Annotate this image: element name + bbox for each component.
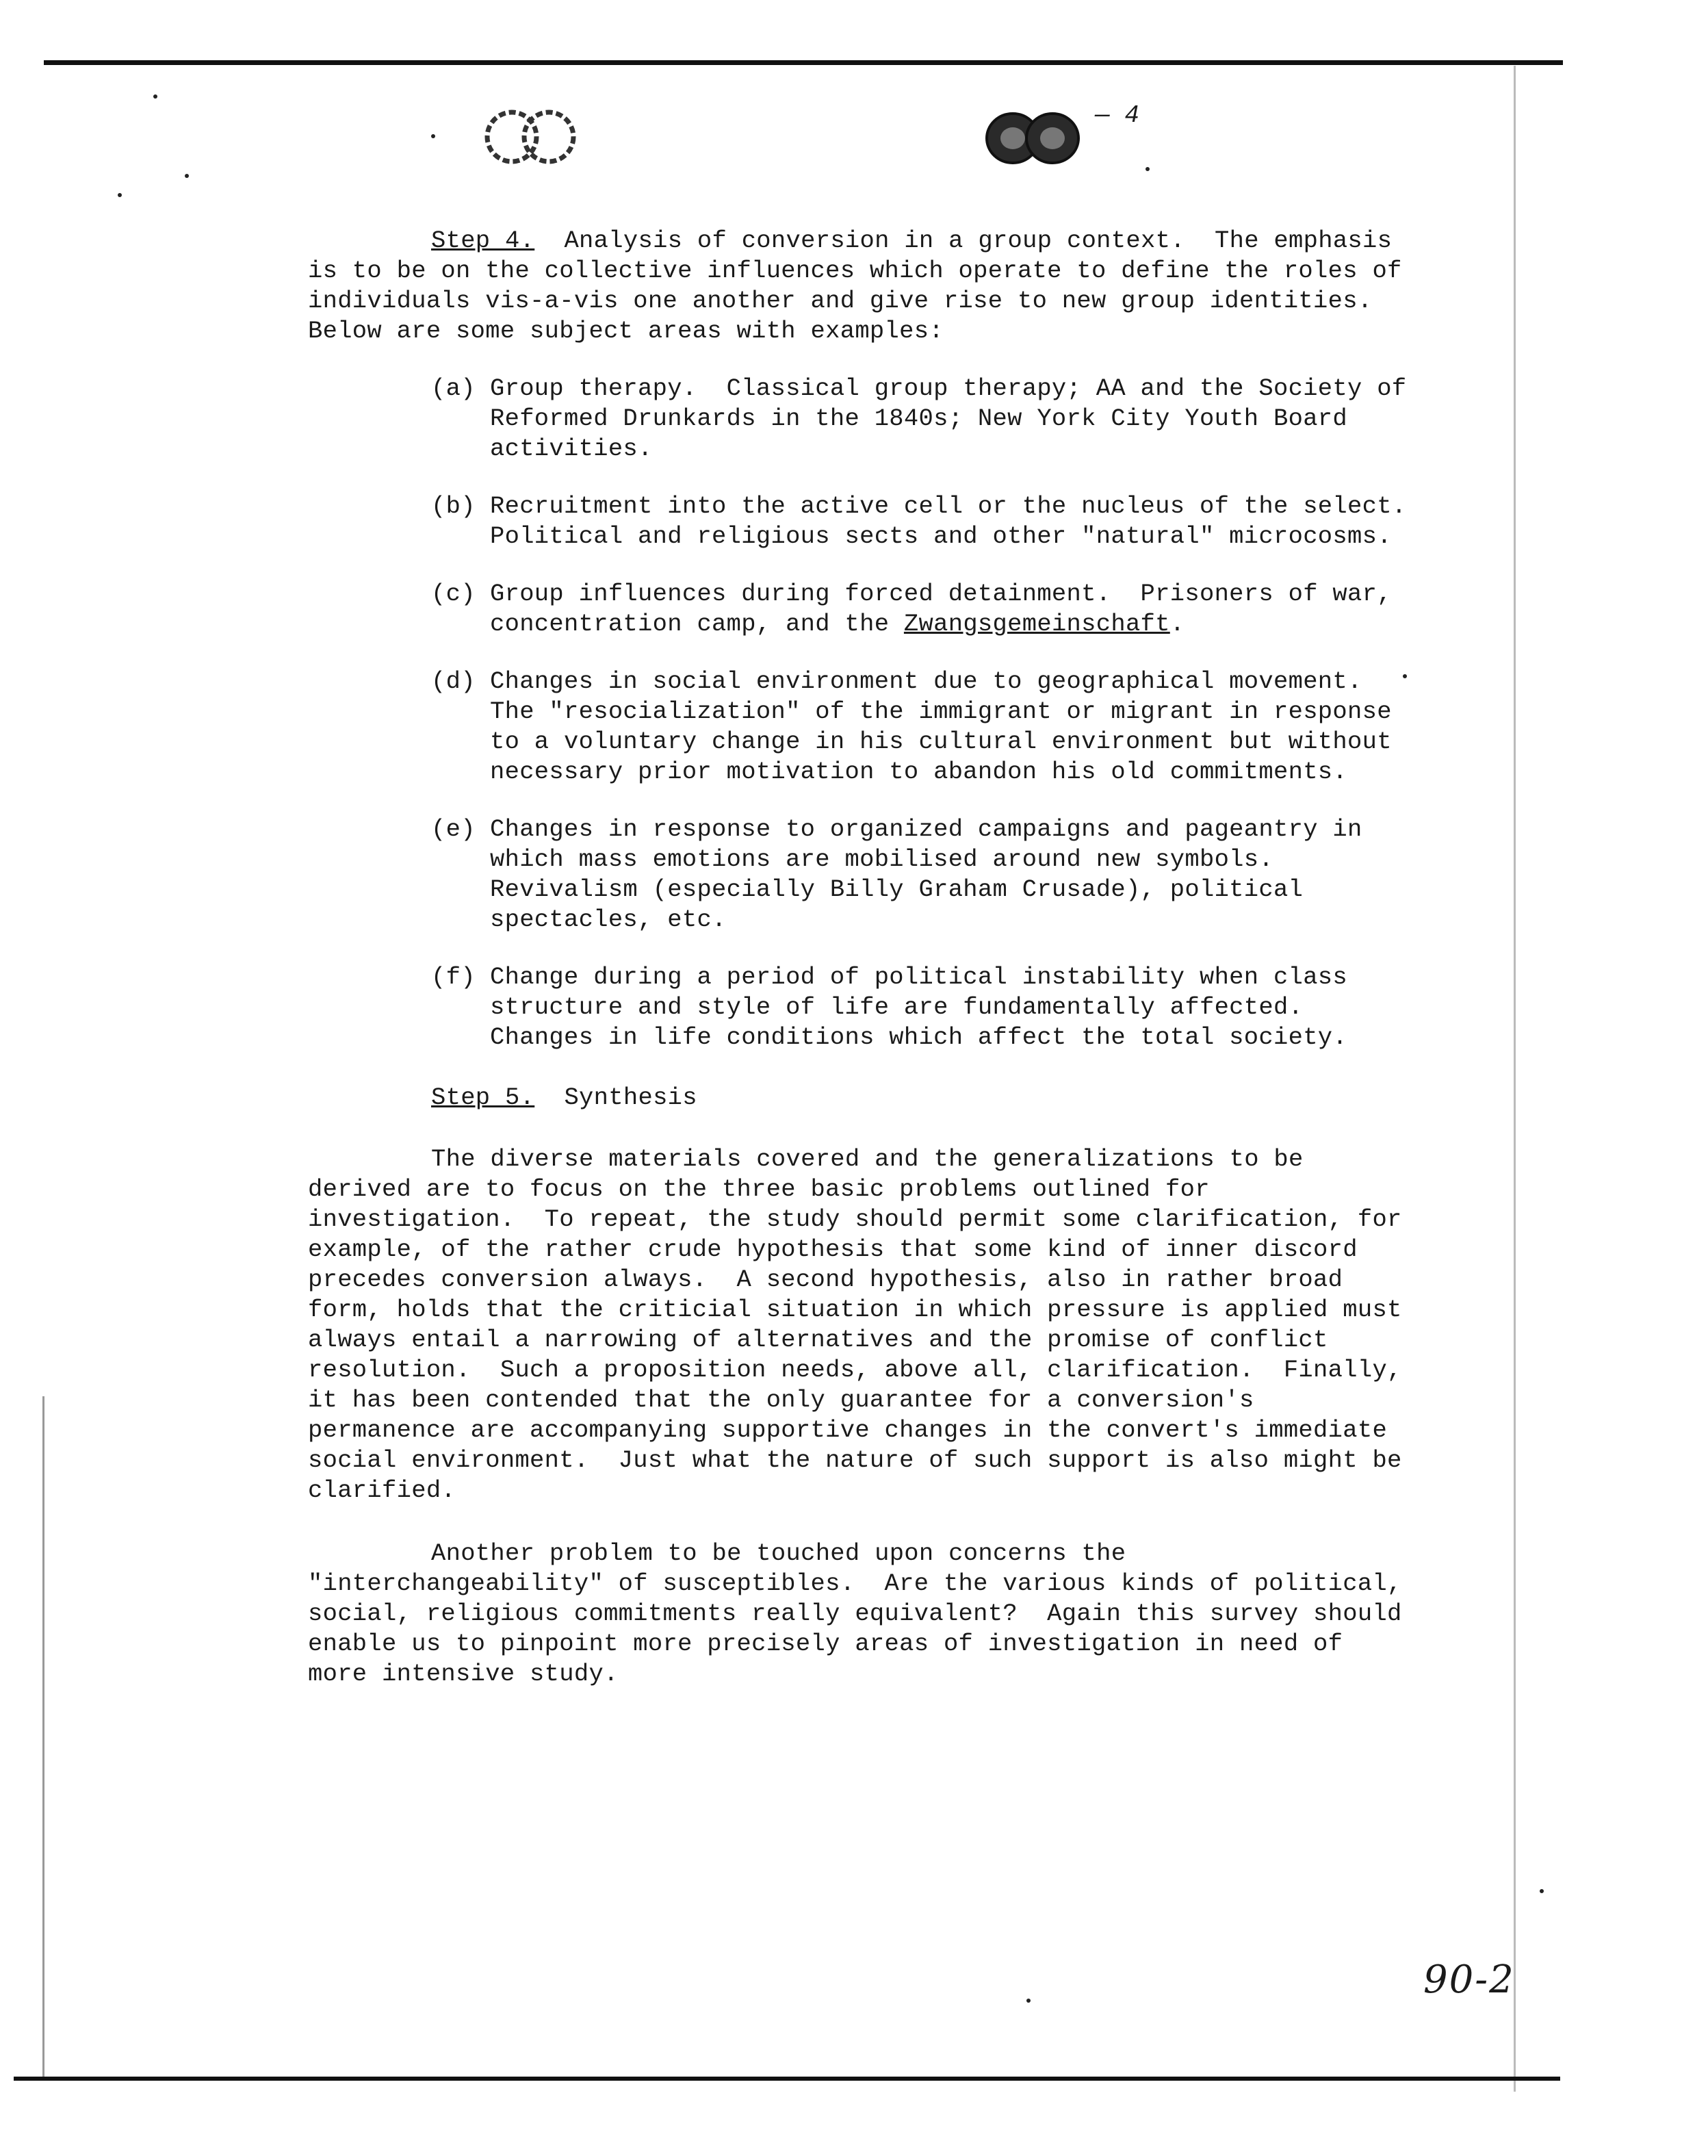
list-marker: (f) — [431, 963, 476, 991]
scan-speck — [1540, 1889, 1544, 1893]
list-marker: (c) — [431, 580, 476, 608]
list-item-text: Change during a period of political instability when class structure and style of life are fundamentally affected. Changes in life conditions which affect the total society. — [490, 963, 1362, 1051]
step-4-intro: Analysis of conversion in a group context. The emphasis is to be on the collective influences which operate to define the roles of individuals vis-a-vis one another and give rise to new group identities. Below are some subject areas with examples: — [308, 227, 1417, 345]
step-5-heading: Step 5. — [431, 1083, 535, 1112]
list-item-text: Recruitment into the active cell or the nucleus of the select. Political and religious sects and other "natural" microcosms. — [490, 492, 1436, 550]
step-5-title: Synthesis — [564, 1083, 697, 1112]
scan-speck — [1146, 167, 1150, 171]
list-item-text-after: . — [1169, 610, 1185, 638]
list-item-e — [431, 814, 1416, 935]
left-border-line — [42, 1396, 44, 2081]
list-item-a — [431, 374, 1422, 464]
interchangeability-paragraph: Another problem to be touched upon concerns the "interchangeability" of susceptibles. Are the various kinds of political, social, religious commitments really equivalent? Again this survey should enable us to pinpoint more precisely areas of investigation in need of more intensive study. — [308, 1539, 1417, 1688]
top-border-line — [44, 60, 1563, 65]
list-item-text: Changes in social environment due to geographical movement. The "resocialization" of the immigrant or migrant in response to a voluntary change in his cultural environment but without necessary prior motivation to abandon his old commitments. — [490, 667, 1407, 786]
scan-speck — [185, 174, 189, 178]
classification-stamp-left-icon — [479, 103, 582, 171]
step-4-heading: Step 4. — [431, 227, 535, 255]
page-mark: — 4 — [1095, 101, 1139, 129]
list-item-text-before: Group influences during forced detainment. Prisoners of war, concentration camp, and the — [490, 580, 1407, 638]
list-marker: (a) — [431, 374, 476, 402]
synthesis-paragraph: The diverse materials covered and the generalizations to be derived are to focus on the three basic problems outlined for investigation. To repeat, the study should permit some clarification, for example, of the rather crude hypothesis that some kind of inner discord precedes conversion always. A second hypothesis, also in rather broad form, holds that the criticial situation in which pressure is applied must always entail a narrowing of alternatives and the promise of conflict resolution. Such a proposition needs, above all, clarification. Finally, it has been contended that the only guarantee for a conversion's permanence are accompanying supportive changes in the convert's immediate social environment. Just what the nature of such support is also might be clarified. — [308, 1145, 1417, 1504]
list-marker: (b) — [431, 492, 476, 520]
bottom-border-line — [14, 2077, 1560, 2081]
scan-speck — [1026, 1999, 1031, 2003]
scan-speck — [153, 94, 157, 99]
list-item-text: Group therapy. Classical group therapy; AA and the Society of Reformed Drunkards in the 1840s; New York City Youth Board activities. — [490, 374, 1422, 463]
list-marker: (d) — [431, 667, 476, 695]
list-item-c — [431, 579, 1416, 639]
scan-speck — [431, 134, 435, 138]
step-4-paragraph — [308, 226, 1416, 346]
document-body — [308, 226, 1436, 1689]
list-marker: (e) — [431, 815, 476, 843]
classification-stamp-right-icon — [979, 103, 1088, 171]
underlined-term: Zwangsgemeinschaft — [903, 610, 1170, 638]
list-item-text — [490, 580, 1406, 638]
right-border-line — [1514, 66, 1516, 2092]
list-item-d — [431, 667, 1416, 787]
scan-speck — [118, 193, 122, 197]
list-item-b — [431, 491, 1436, 552]
list-item-text: Changes in response to organized campaigns and pageantry in which mass emotions are mobilised around new symbols. Revivalism (especially Billy Graham Crusade), political spectacles, etc. — [490, 815, 1377, 934]
handwritten-page-number: 90-2 — [1423, 1958, 1515, 2002]
step-5-heading-line — [431, 1083, 1416, 1113]
list-item-f — [431, 962, 1416, 1053]
